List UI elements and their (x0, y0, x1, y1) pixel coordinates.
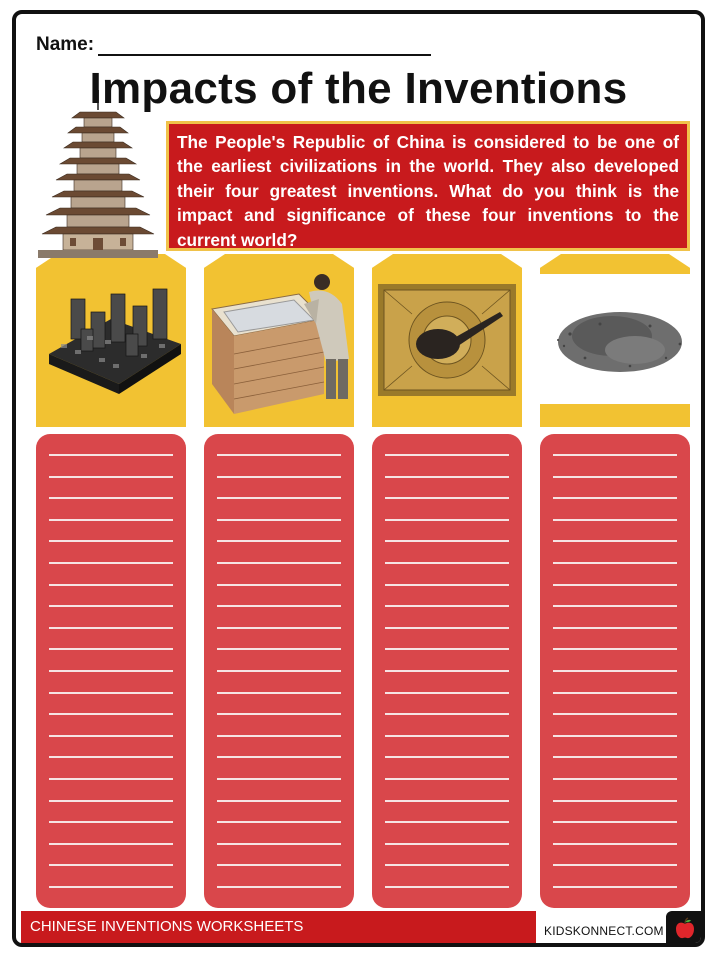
writing-line (217, 627, 341, 629)
writing-line (217, 454, 341, 456)
writing-line (49, 476, 173, 478)
writing-line (217, 778, 341, 780)
writing-line (553, 605, 677, 607)
writing-line (217, 648, 341, 650)
writing-line (553, 713, 677, 715)
writing-line (49, 670, 173, 672)
writing-line (385, 886, 509, 888)
writing-line (217, 735, 341, 737)
writing-line (217, 800, 341, 802)
answer-column-4[interactable] (540, 434, 690, 908)
writing-line (553, 497, 677, 499)
writing-line (385, 756, 509, 758)
writing-line (49, 800, 173, 802)
writing-line (49, 756, 173, 758)
writing-line (553, 821, 677, 823)
image-card-papermaking (204, 254, 354, 427)
writing-line (49, 648, 173, 650)
writing-line (385, 605, 509, 607)
writing-line (217, 692, 341, 694)
writing-line (49, 886, 173, 888)
writing-line (49, 540, 173, 542)
papermaking-icon (204, 254, 354, 427)
writing-line (385, 864, 509, 866)
writing-line (385, 692, 509, 694)
image-card-printing (36, 254, 186, 427)
footer-logo (666, 911, 704, 947)
writing-line (217, 584, 341, 586)
compass-icon (372, 254, 522, 427)
writing-line (553, 886, 677, 888)
footer-series-label: CHINESE INVENTIONS WORKSHEETS (21, 911, 536, 944)
writing-line (49, 692, 173, 694)
writing-line (553, 843, 677, 845)
writing-line (385, 454, 509, 456)
answer-column-2[interactable] (204, 434, 354, 908)
writing-line (385, 540, 509, 542)
name-field-row (36, 34, 431, 56)
writing-line (553, 476, 677, 478)
writing-line (385, 843, 509, 845)
writing-line (553, 454, 677, 456)
writing-line (49, 584, 173, 586)
writing-line (217, 886, 341, 888)
writing-line (49, 605, 173, 607)
writing-line (217, 756, 341, 758)
page-title: Impacts of the Inventions (89, 64, 628, 113)
writing-line (553, 540, 677, 542)
writing-line (49, 627, 173, 629)
writing-line (385, 821, 509, 823)
writing-line (49, 735, 173, 737)
writing-line (49, 778, 173, 780)
writing-line (553, 756, 677, 758)
name-label: Name: (36, 34, 95, 55)
worksheet-page (12, 10, 705, 947)
intro-textbox: The People's Republic of China is considered to be one of the earliest civilizations in the world. They also developed their four greatest inventions. What do you think is the impact and significance of these four inventions to the current world? (166, 121, 690, 251)
writing-line (553, 670, 677, 672)
writing-line (217, 519, 341, 521)
apple-icon (673, 917, 697, 941)
writing-line (49, 864, 173, 866)
writing-line (553, 778, 677, 780)
writing-line (385, 562, 509, 564)
writing-line (385, 584, 509, 586)
writing-line (553, 800, 677, 802)
writing-line (553, 627, 677, 629)
invention-images-row (36, 254, 691, 427)
writing-line (553, 692, 677, 694)
writing-line (385, 627, 509, 629)
writing-line (217, 843, 341, 845)
writing-line (217, 476, 341, 478)
answer-column-1[interactable] (36, 434, 186, 908)
writing-line (217, 540, 341, 542)
writing-line (385, 713, 509, 715)
name-write-line[interactable] (98, 34, 431, 56)
writing-line (217, 497, 341, 499)
writing-line (553, 519, 677, 521)
writing-line (49, 843, 173, 845)
gunpowder-icon (540, 254, 690, 427)
writing-line (385, 519, 509, 521)
answer-column-3[interactable] (372, 434, 522, 908)
writing-line (553, 864, 677, 866)
writing-line (385, 497, 509, 499)
writing-line (49, 454, 173, 456)
image-card-compass (372, 254, 522, 427)
writing-line (385, 670, 509, 672)
writing-line (385, 735, 509, 737)
writing-line (385, 800, 509, 802)
writing-line (49, 713, 173, 715)
writing-line (49, 821, 173, 823)
writing-line (49, 497, 173, 499)
writing-line (217, 605, 341, 607)
image-card-gunpowder (540, 254, 690, 427)
writing-line (553, 648, 677, 650)
writing-line (553, 562, 677, 564)
answer-columns (36, 434, 691, 908)
writing-line (217, 821, 341, 823)
writing-line (217, 864, 341, 866)
writing-line (49, 519, 173, 521)
footer-brand: KIDSKONNECT.COM (544, 924, 664, 938)
writing-line (385, 778, 509, 780)
writing-line (385, 476, 509, 478)
writing-line (553, 584, 677, 586)
movable-type-icon (36, 254, 186, 427)
writing-line (217, 562, 341, 564)
writing-line (385, 648, 509, 650)
writing-line (217, 713, 341, 715)
writing-line (217, 670, 341, 672)
writing-line (553, 735, 677, 737)
writing-line (49, 562, 173, 564)
